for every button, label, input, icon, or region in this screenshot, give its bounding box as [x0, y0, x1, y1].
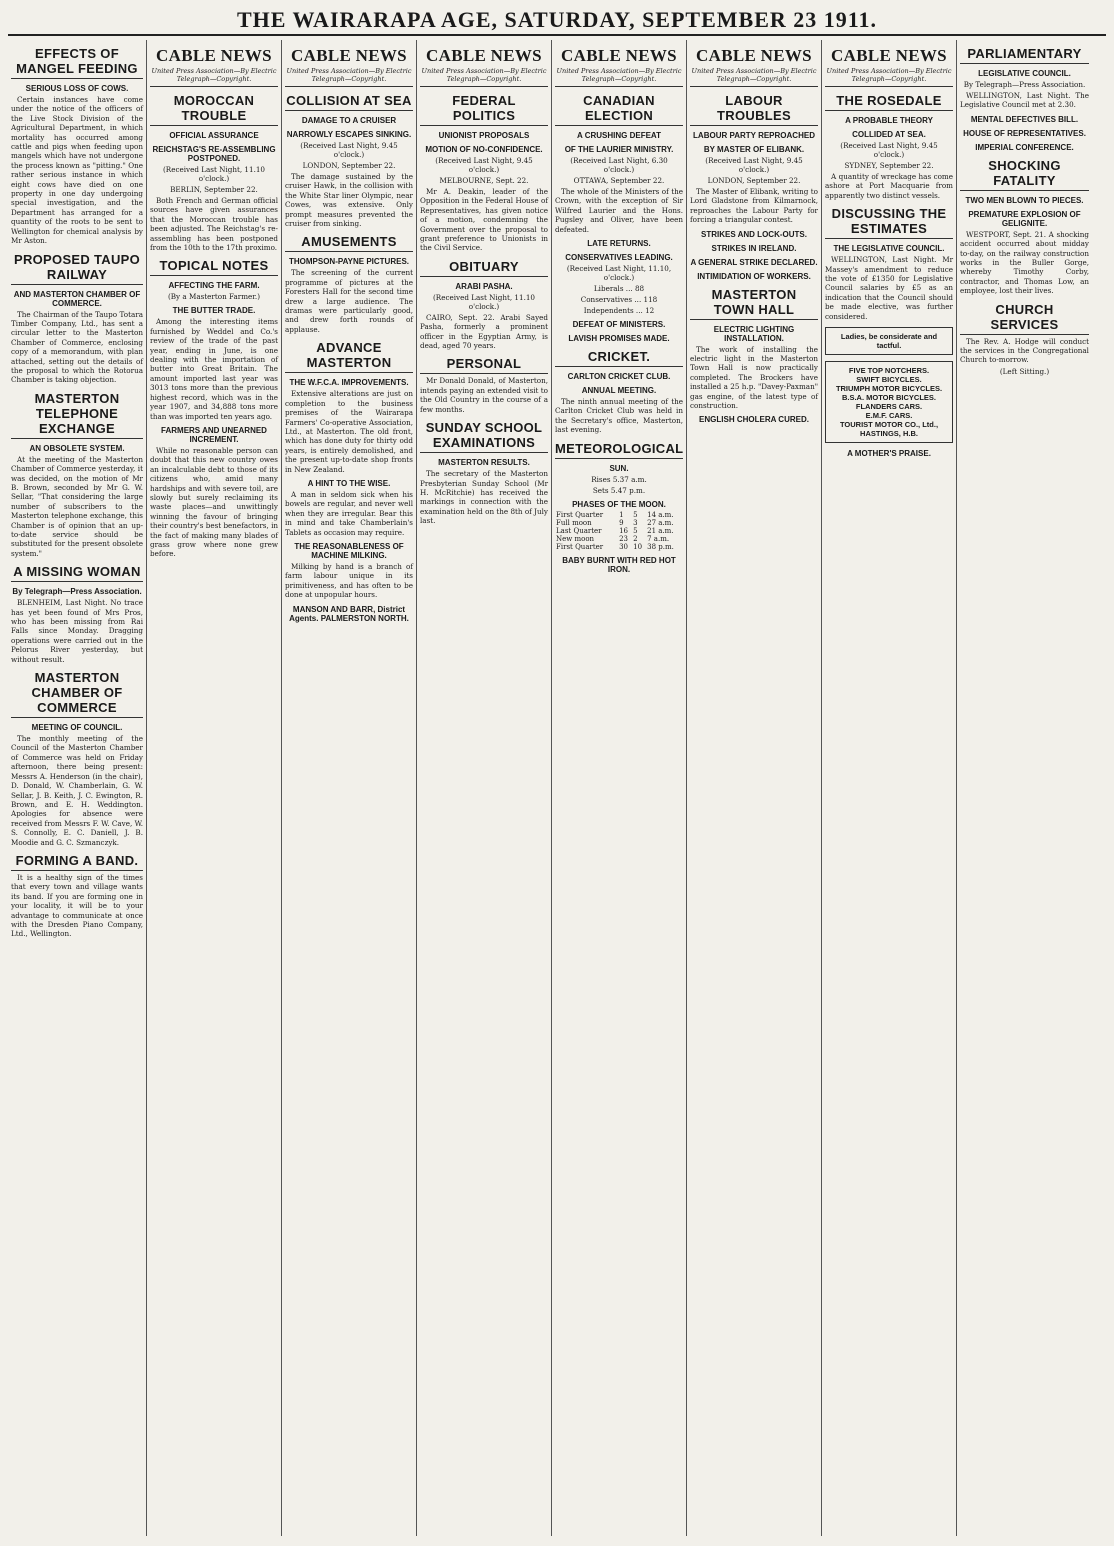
- byline: (By a Masterton Farmer.): [167, 292, 261, 302]
- headline: COLLISION AT SEA: [285, 93, 413, 111]
- dateline: SYDNEY, September 22.: [844, 161, 934, 170]
- story-text: Mr Donald Donald, of Masterton, intends paying an extended visit to the Old Country in the course of a few months.: [420, 376, 548, 414]
- ad-company: TOURIST MOTOR CO., Ltd., HASTINGS, H.B.: [839, 420, 939, 439]
- story-text: Among the interesting items furnished by Weddel and Co.'s review of the trade of the past year, ending in June, is one dealing with the importation of butter into Great Britain. The amount imported last year was 3013 tons more than the previous highest record, which was in the year 1907, and 34,888 tons more than was imported ten years ago.: [150, 317, 278, 421]
- cable-news-banner: CABLE NEWS: [291, 46, 407, 65]
- column-4: [417, 40, 552, 1536]
- subheadline: MOTION OF NO-CONFIDENCE.: [425, 145, 543, 154]
- ad-item: TRIUMPH MOTOR BICYCLES.: [835, 384, 943, 394]
- subheadline: LATE RETURNS.: [587, 239, 651, 249]
- subheadline: LABOUR PARTY REPROACHED: [693, 131, 815, 140]
- subheadline: AFFECTING THE FARM.: [168, 281, 260, 291]
- received-line: (Received Last Night, 6.30 o'clock.): [570, 156, 668, 174]
- column-2: [147, 40, 282, 1536]
- sun-time: Sets 5.47 p.m.: [592, 485, 646, 495]
- cable-credit: United Press Association—By Electric Telegraph—Copyright.: [420, 67, 548, 87]
- story-text: The ninth annual meeting of the Carlton Cricket Club was held in the Secretary's office, Masterton, last evening.: [555, 397, 683, 435]
- headline: MOROCCAN TROUBLE: [150, 93, 278, 126]
- subheadline: THE W.F.C.A. IMPROVEMENTS.: [289, 378, 409, 388]
- byline: By Telegraph—Press Association.: [963, 80, 1086, 89]
- subheadline: THE LEGISLATIVE COUNCIL.: [833, 244, 945, 254]
- ad-title: FIVE TOP NOTCHERS.: [848, 366, 930, 376]
- headline: SHOCKING FATALITY: [960, 158, 1089, 191]
- cable-credit: United Press Association—By Electric Telegraph—Copyright.: [150, 67, 278, 87]
- subheadline: BY MASTER OF ELIBANK.: [703, 145, 805, 154]
- story-text: Certain instances have come under the notice of the officers of the Live Stock Division of the Agricultural Department, in which mortality has occurred among cattle and pigs when feeding upon mangels which have not undergone the process known as "pitting." One rather serious instance in which eight cows have died on one property in one day undergoing special investigation, and the Department has arranged for a quantity of the roots to be sent to Wellington for chemical analysis by Mr Aston.: [11, 95, 143, 246]
- left-sitting-note: (Left Sitting.): [999, 366, 1050, 376]
- headline: EFFECTS OF MANGEL FEEDING: [11, 46, 143, 79]
- subheadline: TWO MEN BLOWN TO PIECES.: [965, 195, 1084, 205]
- headline: SUNDAY SCHOOL EXAMINATIONS: [420, 420, 548, 453]
- headline: A MISSING WOMAN: [11, 564, 143, 582]
- column-3: [282, 40, 417, 1536]
- subheadline: IMPERIAL CONFERENCE.: [975, 142, 1074, 152]
- subheadline: MEETING OF COUNCIL.: [31, 723, 123, 733]
- subheadline: OFFICIAL ASSURANCE: [169, 131, 259, 140]
- subheadline: HOUSE OF REPRESENTATIVES.: [963, 128, 1086, 138]
- story-text: The screening of the current programme of pictures at the Foresters Hall for the second time drew a large audience. The dramas were particularly good, and drew forth rounds of applause.: [285, 268, 413, 334]
- story-text: The damage sustained by the cruiser Hawk, in the collision with the White Star liner Olympic, near Cowes, was extensive. Only prompt measures prevented the cruiser from sinking.: [285, 172, 413, 229]
- subheadline: BABY BURNT WITH RED HOT IRON.: [562, 555, 676, 574]
- cable-news-banner: CABLE NEWS: [831, 46, 947, 65]
- headline: CRICKET.: [555, 349, 683, 367]
- subheadline: AN OBSOLETE SYSTEM.: [29, 443, 125, 453]
- party-line: Independents ... 12: [583, 306, 655, 316]
- cable-news-banner: CABLE NEWS: [426, 46, 542, 65]
- received-line: (Received Last Night, 9.45 o'clock.): [300, 141, 398, 159]
- dateline: OTTAWA, September 22.: [573, 176, 665, 185]
- ad-text: Ladies, be considerate and tactful.: [840, 332, 938, 351]
- received-line: (Received Last Night, 11.10 o'clock.): [432, 292, 536, 311]
- story-text: The secretary of the Masterton Presbyterian Sunday School (Mr H. McRitchie) has received the markings in connection with the examination held on the 8th of July last.: [420, 469, 548, 526]
- column-5: [552, 40, 687, 1536]
- headline: FORMING A BAND.: [11, 853, 143, 871]
- subheadline: DAMAGE TO A CRUISER: [301, 116, 397, 125]
- story-text: Mr A. Deakin, leader of the Opposition in the Federal House of Representatives, has given notice of a motion, condemning the Government over the proposal to grant preference to Unionists in the Civil Service.: [420, 187, 548, 253]
- subheadline: PREMATURE EXPLOSION OF GELIGNITE.: [968, 209, 1081, 228]
- story-text: The Rev. A. Hodge will conduct the services in the Congregational Church to-morrow.: [960, 336, 1089, 365]
- story-text: The monthly meeting of the Council of the Masterton Chamber of Commerce was held on Friday afternoon, there being present: Messrs A. Henderson (in the chair), D. Donald, W. Chamberlain, G. W. Sellar, J. B. Keith, J. C. Ewington, R. Brown, and E. H. Weddington. Apologies for absence were received from Messrs F. W. Cave, W. S. Connolly, E. C. Daniell, J. B. Moodie and G. C. Szmanczyk.: [11, 734, 143, 847]
- cable-news-banner: CABLE NEWS: [696, 46, 812, 65]
- subheadline: MENTAL DEFECTIVES BILL.: [970, 114, 1079, 124]
- party-line: Liberals ... 88: [593, 284, 645, 294]
- ad-item: E.M.F. CARS.: [865, 411, 913, 421]
- subheadline: SERIOUS LOSS OF COWS.: [25, 84, 129, 93]
- table-row: New moon 23 2 7 a.m.: [556, 534, 670, 543]
- received-line: (Received Last Night, 9.45 o'clock.): [840, 141, 938, 159]
- subheadline: STRIKES AND LOCK-OUTS.: [701, 229, 807, 239]
- subheadline: A MOTHER'S PRAISE.: [847, 449, 931, 459]
- column-6: [687, 40, 822, 1536]
- received-line: (Received Last Night, 9.45 o'clock.): [435, 156, 533, 174]
- subheadline: CARLTON CRICKET CLUB.: [567, 372, 671, 382]
- subheadline: INTIMIDATION OF WORKERS.: [697, 271, 811, 281]
- headline: TOPICAL NOTES: [150, 258, 278, 276]
- subheadline: LAVISH PROMISES MADE.: [568, 334, 670, 344]
- story-text: CAIRO, Sept. 22. Arabi Sayed Pasha, formerly a prominent officer in the Egyptian Army, is dead, aged 70 years.: [420, 312, 548, 351]
- headline: PERSONAL: [420, 356, 548, 374]
- subheadline: ELECTRIC LIGHTING INSTALLATION.: [713, 324, 795, 343]
- table-row: Full moon 9 3 27 a.m.: [556, 518, 674, 527]
- subheadline: NARROWLY ESCAPES SINKING.: [286, 130, 412, 139]
- subheadline: THE BUTTER TRADE.: [172, 306, 256, 316]
- column-1: [8, 40, 147, 1536]
- story-text: At the meeting of the Masterton Chamber of Commerce yesterday, it was decided, on the motion of Mr B. Brown, seconded by Mr G. W. Sellar, "That considering the large number of subscribers to the Masterton telephone exchange, this Chamber is of opinion that an up-to-date service should be substituted for the present obsolete system.": [11, 454, 143, 558]
- subheadline: DEFEAT OF MINISTERS.: [572, 320, 666, 330]
- headline: MASTERTON TELEPHONE EXCHANGE: [11, 391, 143, 439]
- story-text: The whole of the Ministers of the Crown, with the exception of Sir Wilfred Laurier and the Hons. Pugsley and Oliver, have been defeated.: [555, 187, 683, 234]
- subheadline: ENGLISH CHOLERA CURED.: [699, 415, 809, 425]
- subheadline: LEGISLATIVE COUNCIL.: [978, 69, 1071, 78]
- signature: MANSON AND BARR, District Agents. PALMERSTON NORTH.: [289, 604, 409, 623]
- story-text: The Master of Elibank, writing to Lord Gladstone from Kilmarnock, reproaches the Labour Party for forcing a triangular contest.: [690, 187, 818, 225]
- ad-item: B.S.A. MOTOR BICYCLES.: [841, 393, 937, 403]
- subheadline: CONSERVATIVES LEADING.: [565, 253, 673, 263]
- headline: THE ROSEDALE: [825, 93, 953, 111]
- story-text: The Chairman of the Taupo Totara Timber Company, Ltd., has sent a circular letter to the Masterton Chamber of Commerce, enclosing copy of a memorandum, with plan attached, setting out the details of the proposal to which the Rotorua Chamber is taking objection.: [11, 309, 143, 385]
- masthead-title: THE WAIRARAPA AGE, SATURDAY, SEPTEMBER 23 1911.: [236, 7, 878, 32]
- subheadline: By Telegraph—Press Association.: [12, 587, 142, 597]
- story-text: Both French and German official sources have given assurances that the Moroccan trouble has been adjusted. The Reichstag's re-assembling has been postponed from the 10th to the 17th proximo.: [150, 196, 278, 253]
- headline: LABOUR TROUBLES: [690, 93, 818, 126]
- subheadline: PHASES OF THE MOON.: [572, 499, 666, 509]
- headline: DISCUSSING THE ESTIMATES: [825, 206, 953, 239]
- cable-credit: United Press Association—By Electric Telegraph—Copyright.: [825, 67, 953, 87]
- cable-credit: United Press Association—By Electric Telegraph—Copyright.: [285, 67, 413, 87]
- subheadline: REICHSTAG'S RE-ASSEMBLING POSTPONED.: [152, 145, 276, 163]
- advertisement: [825, 361, 953, 443]
- headline: PROPOSED TAUPO RAILWAY: [11, 252, 143, 285]
- story-text: BLENHEIM, Last Night. No trace has yet been found of Mrs Pros, who has been missing from Rai Falls since Monday. Dragging operations were carried out in the Pelorus River yesterday, but without result.: [11, 598, 143, 664]
- subheadline: ANNUAL MEETING.: [581, 386, 657, 396]
- subheadline: ARABI PASHA.: [455, 281, 513, 291]
- dateline: LONDON, September 22.: [302, 161, 396, 170]
- subheadline: MASTERTON RESULTS.: [438, 458, 530, 468]
- received-line: (Received Last Night, 9.45 o'clock.): [705, 156, 803, 174]
- story-text: WELLINGTON, Last Night. Mr Massey's amendment to reduce the vote of £1350 for Legislative Council salaries by £5 as an indication that the Council should be made elective, was further considered.: [825, 255, 953, 321]
- headline: MASTERTON TOWN HALL: [690, 287, 818, 320]
- headline: FEDERAL POLITICS: [420, 93, 548, 126]
- story-text: Milking by hand is a branch of farm labour unique in its primitiveness, and has often to be done at unpopular hours.: [285, 561, 413, 600]
- table-row: First Quarter 30 10 38 p.m.: [556, 542, 674, 551]
- subheadline: STRIKES IN IRELAND.: [711, 243, 797, 253]
- dateline: BERLIN, September 22.: [170, 185, 258, 194]
- headline: MASTERTON CHAMBER OF COMMERCE: [11, 670, 143, 718]
- headline: AMUSEMENTS: [285, 234, 413, 252]
- subheadline: COLLIDED AT SEA.: [852, 130, 926, 139]
- story-text: While no reasonable person can doubt that this new country owes an incalculable debt to those of its citizens who, amid many hardships and with severe toil, are slowly but surely reclaiming its waste places—and unwittingly winning the favour of bringing their country's best benefactors, in the fact of making many blades of grass grow where none grew before.: [150, 445, 278, 559]
- column-7: [822, 40, 957, 1536]
- moon-table: [555, 511, 683, 551]
- story-text: A man in seldom sick when his bowels are regular, and never well when they are irregular. Bear this in mind and take Chamberlain's Tablets as occasion may require.: [285, 489, 413, 537]
- subheadline: A GENERAL STRIKE DECLARED.: [690, 257, 818, 267]
- table-row: Last Quarter 16 5 21 a.m.: [556, 526, 674, 535]
- subheadline: A PROBABLE THEORY: [845, 116, 933, 125]
- masthead: [8, 6, 1106, 36]
- subheadline: A HINT TO THE WISE.: [307, 478, 391, 488]
- ad-item: FLANDERS CARS.: [855, 402, 923, 412]
- subheadline: UNIONIST PROPOSALS: [438, 131, 530, 140]
- cable-news-banner: CABLE NEWS: [561, 46, 677, 65]
- columns: [8, 40, 1106, 1536]
- subheadline: THE REASONABLENESS OF MACHINE MILKING.: [294, 541, 404, 560]
- cable-news-banner: CABLE NEWS: [156, 46, 272, 65]
- advertisement: [825, 327, 953, 355]
- headline: CHURCH SERVICES: [960, 302, 1089, 335]
- cable-credit: United Press Association—By Electric Telegraph—Copyright.: [690, 67, 818, 87]
- story-text: Extensive alterations are just on completion to the business premises of the Wairarapa Farmers' Co-operative Association, Ltd., at Masterton. The old front, which has done duty for thirty odd years, is entirely demolished, and the present up-to-date shop fronts in New Zealand.: [285, 389, 413, 474]
- subheadline: OF THE LAURIER MINISTRY.: [564, 145, 674, 154]
- table-row: First Quarter 1 5 14 a.m.: [556, 510, 674, 519]
- story-text: WELLINGTON, Last Night. The Legislative Council met at 2.30.: [960, 91, 1089, 110]
- received-line: (Received Last Night, 11.10, o'clock.): [566, 264, 672, 283]
- subheadline: AND MASTERTON CHAMBER OF COMMERCE.: [13, 289, 141, 308]
- dateline: LONDON, September 22.: [707, 176, 801, 185]
- headline: CANADIAN ELECTION: [555, 93, 683, 126]
- ad-item: SWIFT BICYCLES.: [856, 375, 922, 385]
- party-line: Conservatives ... 118: [580, 295, 658, 305]
- story-text: WESTPORT, Sept. 21. A shocking accident occurred about midday to-day, on the railway construction works in the Buller Gorge, whereby Timothy Corby, contractor, and Thomas Low, an employee, lost their lives.: [960, 229, 1089, 296]
- headline: METEOROLOGICAL: [555, 441, 683, 459]
- subheadline: SUN.: [609, 463, 629, 473]
- column-8: [957, 40, 1092, 1536]
- headline: OBITUARY: [420, 259, 548, 277]
- subheadline: FARMERS AND UNEARNED INCREMENT.: [161, 425, 267, 444]
- dateline: MELBOURNE, Sept. 22.: [439, 176, 529, 185]
- story-text: A quantity of wreckage has come ashore at Port Macquarie from apparently two distinct vessels.: [825, 172, 953, 200]
- subheadline: A CRUSHING DEFEAT: [577, 131, 661, 140]
- cable-credit: United Press Association—By Electric Telegraph—Copyright.: [555, 67, 683, 87]
- subheadline: THOMPSON-PAYNE PICTURES.: [288, 257, 409, 267]
- received-line: (Received Last Night, 11.10 o'clock.): [162, 165, 266, 183]
- sun-time: Rises 5.37 a.m.: [591, 474, 647, 484]
- story-text: It is a healthy sign of the times that every town and village wants its band. If you are forming one in your locality, it will be to your advantage to communicate at once with the Dresden Piano Company, Ltd., Wellington.: [11, 872, 143, 939]
- headline: ADVANCE MASTERTON: [285, 340, 413, 373]
- headline: PARLIAMENTARY: [960, 46, 1089, 64]
- story-text: The work of installing the electric light in the Masterton Town Hall is now practically completed. The Brockers have installed a 25 h.p. "Davey-Paxman" gas engine, of the latest type of construction.: [690, 344, 818, 411]
